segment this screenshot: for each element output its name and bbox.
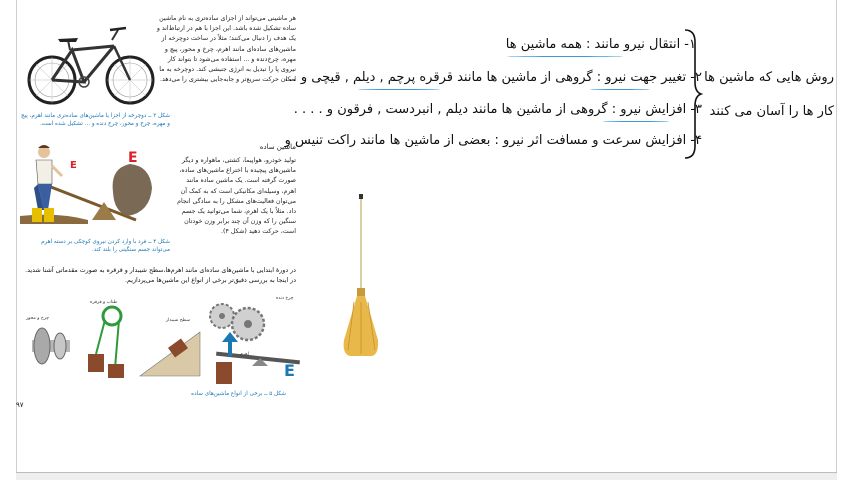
incline-label: سطح شیبدار bbox=[166, 318, 191, 323]
svg-text:E: E bbox=[128, 150, 138, 166]
wheel-axle-label: چرخ و محور bbox=[26, 316, 50, 321]
intro-paragraph: در دورهٔ ابتدایی با ماشین‌های ساده‌ای مانند اهرم‌ها،سطح شیبدار و قرقره به صورت مقدماتی آشنا شدید. در اینجا به بررسی دقیق‌تر برخی از انواع این ماشین‌ها می‌پردازیم. bbox=[25, 267, 296, 285]
side-label-2: کار ها را آسان می کنند bbox=[709, 104, 834, 119]
underline-2a bbox=[590, 89, 650, 90]
machines-caption: شکل ۵ ــ برخی از انواع ماشین‌های ساده bbox=[191, 391, 286, 397]
textbook-page bbox=[16, 0, 296, 420]
bicycle-caption: شکل ۳ ــ دوچرخه از اجزا یا ماشین‌های ساده‌تری مانند اهرم، پیچ و مهره، چرخ و محور، چرخ دنده و ... تشکیل شده است. bbox=[20, 113, 170, 127]
note-item-1: ۱- انتقال نیرو مانند : همه ماشین ها bbox=[505, 37, 696, 52]
pulley-label: طناب و قرقره bbox=[90, 300, 118, 305]
bottom-scroll-strip[interactable] bbox=[16, 473, 837, 480]
underline-1 bbox=[507, 56, 623, 57]
simple-machines-illustration bbox=[20, 298, 300, 398]
note-item-4: ۴- افزایش سرعت و مسافت اثر نیرو : بعضی از ماشین ها مانند راکت تنیس و bbox=[284, 133, 702, 148]
broom-image bbox=[330, 190, 390, 360]
page-number: ۹۷ bbox=[16, 401, 24, 409]
note-item-2: ۲- تغییر جهت نیرو : گروهی از ماشین ها مانند قرقره پرچم , دیلم , قیچی و ... bbox=[284, 70, 702, 85]
bicycle-paragraph: هر ماشینی می‌تواند از اجزای ساده‌تری به نام ماشین ساده تشکیل شده باشد. این اجزا با هم در ارتباط‌اند و یک هدف را دنبال می‌کنند؛ مثلاً در ساخت دوچرخه از ماشین‌های ساده‌ای مانند اهرم، چرخ و محور، پیچ و مهره، چرخ‌دنده و ... استفاده می‌شود تا بتواند کار نیروی پا را تبدیل به انرژی جنبشی کند. دوچرخه به ما امکان حرکت سریع‌تر و جابه‌جایی بیشتری را می‌دهد. bbox=[156, 15, 296, 84]
simple-machine-heading: ماشین ساده bbox=[259, 143, 296, 151]
bracket-brace bbox=[681, 28, 703, 164]
note-item-3: ۳- افزایش نیرو : گروهی از ماشین ها مانند دیلم , انبردست , فرقون و . . . . bbox=[293, 102, 702, 117]
svg-text:E: E bbox=[70, 160, 77, 171]
side-label-1: روش هایی که ماشین ها bbox=[704, 70, 834, 85]
lever-label: اهرم bbox=[240, 352, 249, 357]
simple-machine-paragraph: تولید خودرو، هواپیما، کشتی، ماهواره و دیگر ماشین‌های پیچیده با اختراع ماشین‌های ساده، صورت گرفته است. یک ماشین ساده مانند اهرم، وسیله‌ای مکانیکی است که به کمک آن می‌توان فعالیت‌های مشکل را به سادگی انجام داد. مثلاً با یک اهرم، شما می‌توانید یک جسم سنگین را که وزن آن چند برابر وزن خودتان است، حرکت دهید (شکل ۴). bbox=[177, 157, 296, 236]
lever-man-image bbox=[18, 142, 166, 232]
svg-text:E: E bbox=[284, 361, 295, 380]
underline-3 bbox=[603, 121, 669, 122]
bicycle-image bbox=[22, 22, 162, 112]
document-right-border bbox=[836, 0, 837, 472]
underline-2b bbox=[358, 89, 440, 90]
gear-label: چرخ دنده bbox=[276, 296, 294, 301]
lever-caption: شکل ۴ ــ فرد با وارد کردن نیروی کوچکی بر دسته اهرم می‌تواند جسم سنگینی را بلند کند. bbox=[41, 239, 170, 253]
